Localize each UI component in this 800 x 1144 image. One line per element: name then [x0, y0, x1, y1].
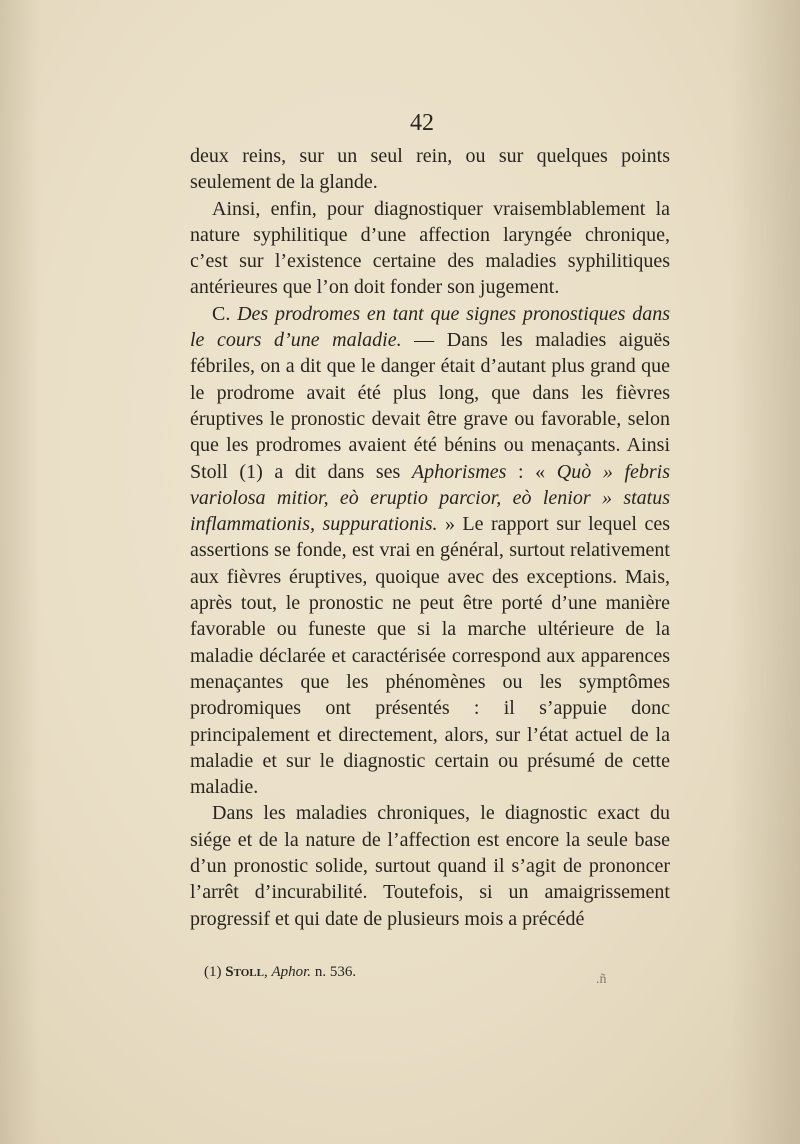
- footnote-author: Stoll: [225, 964, 264, 980]
- footnote-separator: ,: [263, 964, 272, 980]
- footnote-reference: n. 536.: [311, 964, 357, 980]
- footnote-marker: (1): [204, 964, 222, 980]
- text-run: : «: [506, 460, 557, 483]
- text-run: Quò » febris variolosa mitior, eò eruptio parcior, eò lenior » status inflammationis, suppurationis.: [190, 460, 670, 536]
- text-run: — Dans les maladies aiguës fébriles, on a dit que le danger était d’autant plus grand que le prodrome avait été plus long, que dans les fièvres éruptives le pronostic devait être grave ou favorable, selon que les prodromes avaient été bénins ou menaçants. Ainsi Stoll (1) a dit dans ses: [190, 329, 670, 483]
- tail-mark: .ñ: [596, 972, 607, 987]
- paragraph-2: [190, 196, 670, 301]
- text-run: Ainsi, enfin, pour diagnostiquer vraisemblablement la nature syphilitique d’une affection laryngée chronique, c’est sur l’existence certaine des maladies syphilitiques antérieures que l’on doit fonder son jugement.: [190, 197, 670, 299]
- text-run: » Le rapport sur lequel ces assertions se fonde, est vrai en général, surtout relativement aux fièvres éruptives, quoique avec des exceptions. Mais, après tout, le pronostic ne peut être porté d’une manière favorable ou funeste que si la marche ultérieure de la maladie déclarée et caractérisée correspond aux apparences menaçantes que les phénomènes ou les symptômes prodromiques ont présentés : il s’appuie donc principalement et directement, alors, sur l’état actuel de la maladie et sur le diagnostic certain ou présumé de cette maladie.: [190, 513, 670, 799]
- paragraph-1: [190, 143, 670, 196]
- paragraph-4: [190, 800, 670, 931]
- text-run: Aphorismes: [411, 460, 507, 483]
- text-run: Dans les maladies chroniques, le diagnostic exact du siége et de la nature de l’affection est encore la seule base d’un pronostic solide, surtout quand il s’agit de prononcer l’arrêt d’incurabilité. Toutefois, si un amaigrissement progressif et qui date de plusieurs mois a précédé: [190, 802, 670, 930]
- page-edge-shadow: [730, 0, 800, 1144]
- footnote-work: Aphor.: [271, 964, 312, 980]
- binding-shadow: [0, 0, 40, 1144]
- text-run: Des prodromes en tant que signes pronostiques dans le cours d’une maladie.: [190, 302, 670, 352]
- page-number: 42: [410, 110, 434, 136]
- text-run: C.: [212, 302, 238, 325]
- body-text: [190, 143, 670, 932]
- footnote: [204, 964, 624, 981]
- paragraph-3: [190, 301, 670, 801]
- text-run: deux reins, sur un seul rein, ou sur quelques points seulement de la glande.: [190, 145, 670, 194]
